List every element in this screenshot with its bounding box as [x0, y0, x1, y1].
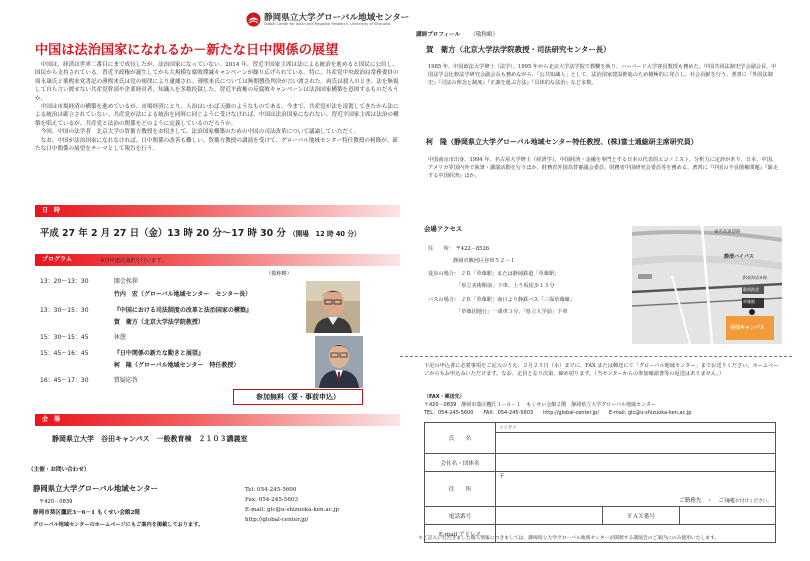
- access-bus-line-b: 「草薙団地行」一乗車３分、「県立大学前」下車: [456, 309, 568, 315]
- organizer-name: 静岡県立大学グローバル地域センター: [33, 484, 158, 493]
- date-bar: [35, 205, 400, 217]
- program-row: [40, 376, 138, 385]
- speaker-name-he: 賀 衛方（北京大学法学院教授・司法研究センター長）: [426, 45, 611, 54]
- form-label-phone: 電話番号: [425, 507, 496, 525]
- access-walk: [428, 270, 559, 278]
- access-address-line: 静岡市駿河区谷田５２－１: [453, 258, 516, 264]
- form-field-fax[interactable]: [680, 507, 776, 525]
- program-time: 15：45～16：45: [40, 350, 89, 357]
- access-bus: [428, 296, 575, 304]
- program-time: 13：30～15：30: [40, 307, 89, 314]
- event-datetime-main: 平成 27 年 2 月 27 日（金）13 時 20 分～17 時 30 分: [40, 228, 286, 239]
- access-walk-label: 徒歩の場合：: [428, 271, 460, 277]
- organizer-url[interactable]: http://global-center.jp/: [245, 517, 309, 523]
- program-row: [40, 361, 239, 370]
- program-row: [40, 318, 204, 327]
- access-postal: 〒422－8526: [455, 246, 490, 252]
- program-title: 開会挨拶: [113, 278, 138, 285]
- program-row: [40, 349, 204, 358]
- registration-fax-address: 〒420－0839 静岡市葵区鷹匠３－６－１ もくせい会館２階 静岡県立大学グローバル地域センター: [424, 402, 656, 408]
- map-label-bypass: 静清バイパス: [724, 254, 754, 260]
- access-head: 会場アクセス: [424, 225, 463, 233]
- profile-head: [416, 30, 498, 38]
- form-field-phone[interactable]: [496, 507, 603, 525]
- program-title: 『中国における司法制度の改革と法治国家の構築』: [113, 307, 252, 314]
- program-row: [40, 333, 126, 342]
- intro-paragraph: 中国は、経済は世界二番目にまで成長したが、法治国家になっていない。2014 年、習近平国家主席は法による統治を進めると国民に公約し、国民から支持されている。習近平政権が誕生してから大規模な腐敗撲滅キャンペーンが繰り広げられている。特に、共産党中央政治局常務委員の周永康氏と薬熙来党書記の薄熙来氏は党の規律により逮捕され、薄熙来氏については無期懲役判決が言い渡された。両氏は殺人のとき、法を無視して自ら言い渡せない共産党幹部や企業経営者、知識人を多数投獄した。習近平政権の反腐敗キャンペーンは法治国家構築を意図するものだろうか。: [35, 62, 399, 102]
- form-label-name: 氏 名: [425, 423, 496, 454]
- map-label-tomei: 東名高速道路: [714, 230, 741, 235]
- program-time: 16：45～17：30: [40, 377, 89, 384]
- portrait-icon: [315, 336, 363, 388]
- intro-paragraph: なお、中国が法治国家になれなければ、日中関係の改善も難しい。賀衛方教授の講演を受けて、グローバル地域センター特任教授の柯隆が、新たな日中関係の展望をテーマとして報告を行う。: [35, 137, 398, 153]
- program-note: ※日中逐次通訳を行います。: [100, 258, 167, 264]
- program-title: 休憩: [113, 334, 126, 341]
- organizer-fax: Fax: 054-245-5603: [245, 497, 299, 503]
- access-bus-line-a: ＪＲ「草薙駅」南口より静鉄バス「三保草薙線」: [460, 297, 575, 303]
- access-walk-line-b: 「県立美術館前」下車、上り坂徒歩１５分: [456, 283, 555, 289]
- speaker-name-ke: 柯 隆（静岡県立大学グローバル地域センター特任教授、(株)富士通総研主席研究員）: [426, 138, 698, 146]
- page-title: 中国は法治国家になれるか－新たな日中関係の展望: [35, 43, 339, 58]
- intro-paragraph: 中国は市場経済の構築を進めているが、市場経済にとり、人治はいわば天敵のようなものである。今まで、共産党が法を凌駕してきたから法による統治は確立されていない。共産党が法による統治を同時に同じように受けなければ、中国は法治国家になれない。習近平国家主席は法治の構築を唱えているが、共産党と法治の関係をどのように定義しているのだろうか。: [35, 104, 399, 127]
- program-row: [40, 277, 138, 286]
- map-label-shizutetsu: 静岡鉄道: [743, 287, 759, 292]
- map-label-kusanagi: 草薙駅: [743, 299, 755, 304]
- form-label-email: E-mail アドレス: [425, 525, 496, 543]
- organizer-postal: 〒420－0839: [39, 499, 73, 505]
- program-title: 質疑応答: [113, 377, 138, 384]
- form-postal-mark: 〒: [499, 474, 505, 480]
- venue-text: 静岡県立大学 谷田キャンパス 一般教育棟 ２１０３講義室: [52, 435, 248, 443]
- access-address: [428, 245, 489, 253]
- date-bar-label: 日 時: [42, 207, 61, 214]
- speaker-photo-ke: [315, 336, 363, 388]
- program-title: 『日中関係の新たな動きと展望』: [113, 350, 204, 357]
- profile-head-label: 講師プロフィール: [416, 32, 461, 38]
- org-logo-icon: [246, 12, 261, 27]
- program-row: [40, 306, 252, 315]
- intro-text: [35, 61, 400, 201]
- org-logo-name: 静岡県立大学グローバル地域センター: [264, 13, 410, 23]
- organizer-tel: Tel: 054-245-5600: [245, 487, 297, 493]
- form-circle-note: ◎をお付けください。: [726, 499, 772, 504]
- form-label-company: 会社名・団体名: [425, 454, 496, 472]
- program-time: 13：20～13：30: [40, 278, 89, 285]
- registration-form: [424, 422, 776, 543]
- program-bar-label: プログラム: [42, 256, 72, 263]
- intro-paragraph: 今回、中国の法学者 北京大学の賀衛方教授をお招きして、法治国家構築のための中国の司法改革について議論していただく。: [40, 129, 360, 136]
- org-logo-sub: Global Center for Asian and Regional Research, University of Shizuoka: [264, 22, 391, 26]
- form-field-address[interactable]: [496, 472, 776, 507]
- speaker-bio-ke: 中国南京市出身。1994 年、名古屋大学修士（経済学）。中国経済・金融を専門とする日本の代表的エコノミスト。分析力に定評があり、日本、中国、アメリカ等国内外で執筆・講演活動を行うほか、財務省外国為替審議会委員、財務省中国研究会委員等を務める。著書に『中国の不良債権問題』『暴走する中国経済』ほか。: [428, 157, 778, 179]
- access-address-label: 住 所：: [428, 246, 454, 252]
- program-honorific: （敬称略）: [266, 271, 292, 277]
- program-title: 竹内 宏（グローバル地域センター センター長）: [113, 291, 252, 298]
- form-field-name[interactable]: [496, 433, 776, 454]
- organizer-address: 静岡市葵区鷹匠3－6－1 もくせい会館2階: [33, 510, 141, 516]
- form-label-address: 住 所: [425, 472, 496, 507]
- registration-fax-head: （FAX・郵送先）: [424, 394, 465, 400]
- registration-instructions: 下記の申込書に必要事項をご記入のうえ、２月２５日（水）までに、FAX または郵送にて「グローバル地域センター」までお送りください。ホームページからもお申込みいただけます。なお、定員となり次第、締め切ります。（当センターからの参加確認書等の返送はありません。）: [424, 363, 779, 377]
- map-label-jr: JR東海道本線: [743, 275, 767, 280]
- organizer-homepage-note: グローバル地域センターのホームページにもご案内を掲載しております。: [33, 522, 204, 528]
- program-title: 柯 隆（グローバル地域センター 特任教授）: [113, 362, 240, 369]
- speaker-photo-he: [306, 281, 360, 333]
- profile-honorific: （敬称略）: [470, 32, 499, 38]
- form-field-company[interactable]: [496, 454, 776, 472]
- program-time: 15：30～15：45: [40, 334, 89, 341]
- portrait-icon: [306, 281, 360, 333]
- access-map: [632, 226, 782, 344]
- form-label-fax: ＦＡＸ番号: [603, 507, 680, 525]
- map-label-campus: 谷田キャンパス: [730, 325, 765, 331]
- program-title: 賀 衛方（北京大学法学院教授）: [113, 319, 204, 326]
- cut-line: [400, 356, 792, 357]
- organizer-email[interactable]: E-mail: glc@u-shizuoka-ken.ac.jp: [245, 507, 339, 513]
- registration-footnote: ＊ご記入いただきました個人情報につきましては、静岡県立大学グローバル地域センターが開催する講演会のご案内にのみ使用いたします。: [418, 536, 720, 541]
- event-open-time: （開場 12 時 40 分）: [289, 230, 361, 238]
- registration-fax-contact: TEL：054-245-5600 FAX：054-245-5603 http://global-center.jp/ E-mail: glc@u-shizuoka-ken.ac.jp: [424, 410, 692, 416]
- org-logo: [246, 11, 416, 31]
- venue-bar: [35, 414, 400, 426]
- form-contact-choice[interactable]: ご勤務先 ・ ご自宅: [679, 498, 735, 504]
- form-field-furigana[interactable]: ツリガナ: [496, 423, 776, 433]
- venue-bar-label: 会 場: [42, 416, 61, 423]
- organizer-head: （主催・お問い合わせ）: [28, 467, 90, 473]
- program-row: [40, 290, 251, 299]
- free-admission-badge: 参加無料（要・事前申込）: [233, 389, 363, 405]
- event-datetime: [40, 225, 361, 239]
- access-walk-line-a: ＪＲ「草薙駅」または静岡鉄道「草薙駅」: [460, 271, 560, 277]
- speaker-bio-he: 1985 年、中国政法大学修士（法学）。1995 年から北京大学法学院で教鞭を執り、ハーバード大学客員教授も務めた。中国共同法制史学会副会長、中国法学会比較法学研究会副会長も務めながら、「公共知識人」として、法治国家建設推進のため積極的に発言し、社会貢献を行う。著書に『外国法制史』『司法の理念と制度』『正義を運ぶ方法』『具体的な法治』など多数。: [428, 64, 777, 86]
- program-bar: [35, 254, 400, 266]
- access-bus-label: バスの場合：: [428, 297, 460, 303]
